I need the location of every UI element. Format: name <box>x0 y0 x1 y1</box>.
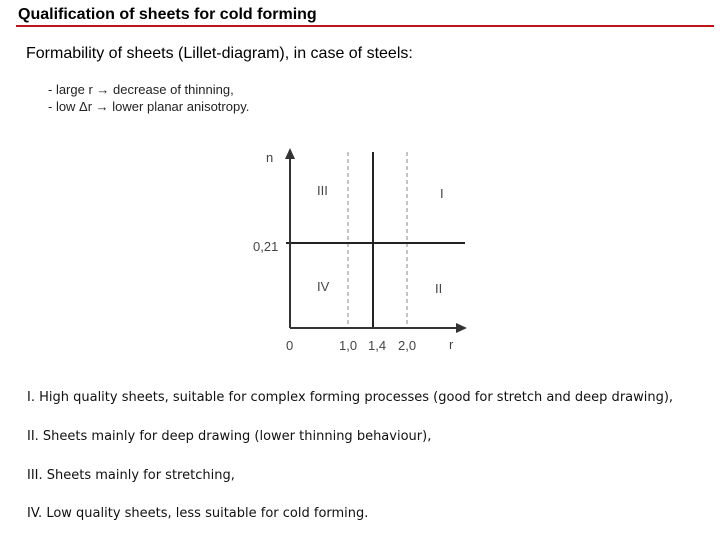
note-anisotropy: - low Δr → lower planar anisotropy. <box>48 99 250 114</box>
region-label-IV: IV <box>317 279 330 294</box>
y-axis-label: n <box>266 150 274 165</box>
x-tick-2-0: 2,0 <box>398 338 417 353</box>
class-IV-description: IV. Low quality sheets, less suitable for cold forming. <box>27 506 369 521</box>
page-title: Qualification of sheets for cold forming <box>18 6 317 23</box>
diagram-subtitle: Formability of sheets (Lillet-diagram), in case of steels: <box>26 45 413 62</box>
x-tick-0: 0 <box>286 338 294 353</box>
x-axis-arrow <box>456 323 467 333</box>
class-III-description: III. Sheets mainly for stretching, <box>27 468 235 483</box>
region-label-II: II <box>435 281 443 296</box>
lillet-diagram <box>240 140 480 360</box>
class-II-description: II. Sheets mainly for deep drawing (lower thinning behaviour), <box>27 429 432 444</box>
x-axis-label: r <box>449 337 454 352</box>
y-tick-label: 0,21 <box>253 239 279 254</box>
x-tick-1-4: 1,4 <box>368 338 387 353</box>
y-axis-arrow <box>285 148 295 159</box>
class-I-description: I. High quality sheets, suitable for complex forming processes (good for stretch and deep drawing), <box>27 390 674 405</box>
title-underline <box>16 25 714 27</box>
region-label-III: III <box>317 183 328 198</box>
region-label-I: I <box>440 186 444 201</box>
note-thinning: - large r → decrease of thinning, <box>48 82 234 97</box>
x-tick-1-0: 1,0 <box>339 338 358 353</box>
